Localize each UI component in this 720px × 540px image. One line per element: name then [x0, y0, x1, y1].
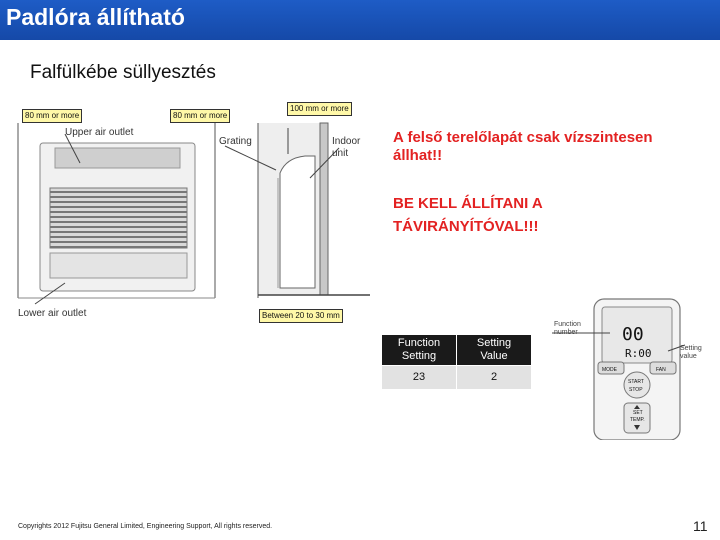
indoor-unit-label-1: Indoor	[332, 136, 361, 147]
function-setting-header-line1: Function	[397, 337, 441, 349]
table-header-row	[382, 335, 532, 366]
table-row	[382, 366, 532, 390]
stop-label: STOP	[629, 387, 643, 393]
temp-label: TEMP.	[630, 417, 645, 423]
function-number-label-2: number	[554, 329, 578, 336]
set-label: SET	[633, 410, 643, 416]
front-view	[18, 123, 215, 304]
notice-line-4: TÁVIRÁNYÍTÓVAL!!!	[393, 218, 539, 235]
setting-value-cell: 2	[457, 366, 532, 390]
display-function-number: 00	[622, 324, 644, 345]
notice-line-1: A felső terelőlapát csak vízszintesen	[393, 129, 653, 146]
copyright-footer: Copyrights 2012 Fujitsu General Limited, Engineering Support, All rights reserved.	[18, 523, 273, 530]
notice-line-2: állhat!!	[393, 147, 443, 164]
left-clearance-tag: 80 mm or more	[22, 109, 82, 123]
installation-figure	[10, 118, 375, 323]
setting-value-header-line1: Setting	[476, 337, 512, 349]
page-title: Padlóra állítható	[6, 4, 185, 30]
start-label: START	[628, 379, 644, 385]
section-subtitle: Falfülkébe süllyesztés	[30, 62, 216, 83]
page-number: 11	[693, 518, 708, 534]
function-setting-cell: 23	[382, 366, 457, 390]
display-setting-value: R:00	[625, 347, 652, 360]
fan-button-label: FAN	[656, 367, 666, 373]
setting-value-label-1: Setting	[680, 345, 702, 352]
upper-air-outlet-label: Upper air outlet	[65, 127, 134, 138]
floor-gap-tag: Between 20 to 30 mm	[259, 309, 343, 323]
setting-value-header	[457, 335, 532, 366]
mode-button-label: MODE	[602, 367, 617, 373]
remote-control	[550, 295, 720, 440]
side-view	[225, 123, 370, 298]
grating-label: Grating	[219, 136, 252, 147]
right-clearance-tag: 80 mm or more	[170, 109, 230, 123]
function-number-label-1: Function	[554, 321, 581, 328]
start-stop-button[interactable]	[624, 372, 650, 398]
notice-line-3: BE KELL ÁLLÍTANI A	[393, 195, 543, 212]
function-setting-header-line2: Setting	[401, 350, 437, 362]
title-bar	[0, 0, 720, 40]
setting-value-label-2: value	[680, 353, 697, 360]
function-setting-header	[382, 335, 457, 366]
lower-air-outlet-label: Lower air outlet	[18, 308, 87, 319]
function-setting-table	[381, 334, 532, 390]
top-clearance-tag: 100 mm or more	[287, 102, 352, 116]
setting-value-header-line2: Value	[480, 350, 508, 362]
indoor-unit-label-2: unit	[332, 148, 349, 159]
